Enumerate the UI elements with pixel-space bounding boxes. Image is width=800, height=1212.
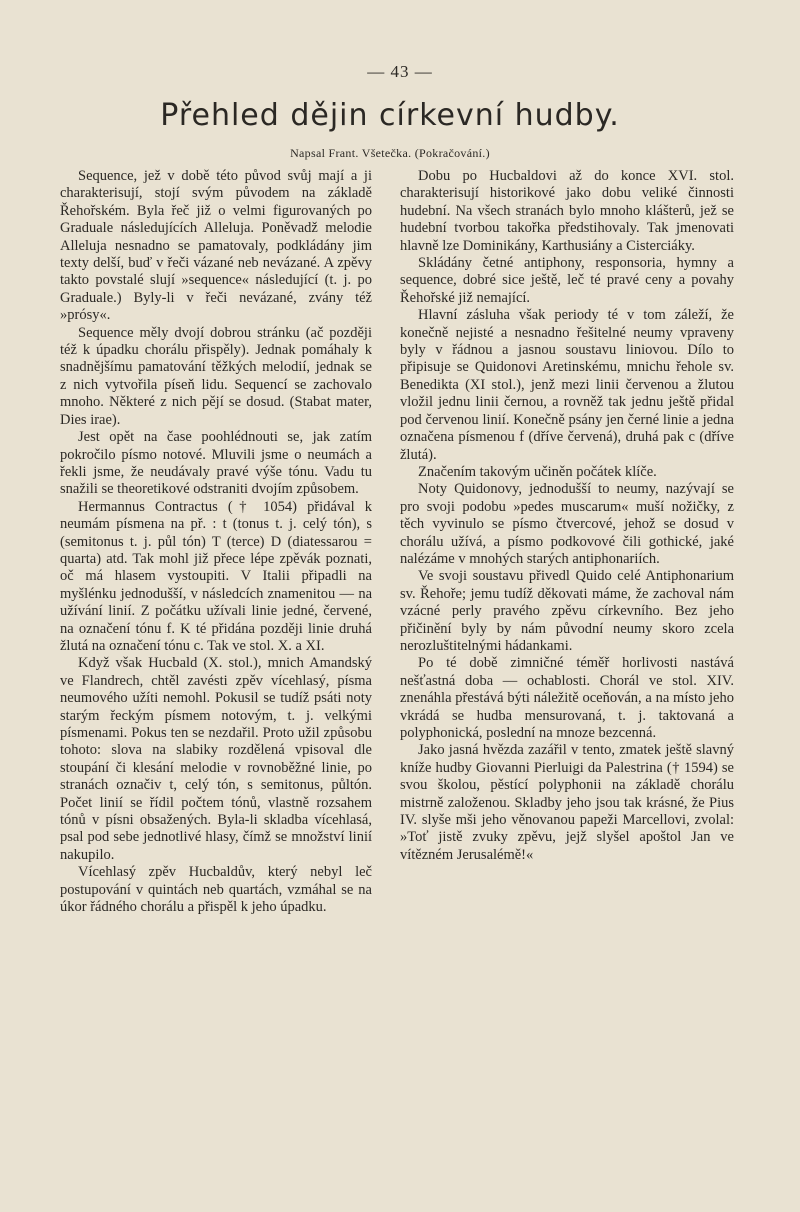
paragraph: Jako jasná hvězda zazářil v tento, zmatek ještě slavný kníže hudby Giovanni Pierluigi da Palestrina († 1594) se svou školou, pěstící polyphonii na základě chorálu mistrně založenou. Skladby jeho jsou tak krásné, že Pius IV. slyše mši jeho věnovanou papeži Marcellovi, zvolal: »Toť jistě zvuky zpěvu, jejž slyšel apoštol Jan ve vítězném Jerusalémě!« bbox=[400, 742, 734, 863]
left-column bbox=[60, 168, 372, 916]
paragraph: Když však Hucbald (X. stol.), mnich Amandský ve Flandrech, chtěl zavésti zpěv vícehlasý, písma neumového užíti nemohl. Pokusil se tudíž psáti noty starým řeckým písmem notovým, t. j. velkými písmenami. Pokus ten se nezdařil. Proto užil způsobu tohoto: slova na slabiky rozdělená vpisoval dle stoupání či klesání melodie v rovnoběžné linie, po stranách označiv t, celý tón, s semitonus, půltón. Počet linií se řídil počtem tónů, vlastně rozsahem tónů v písni obsažených. Byla-li skladba vícehlasá, psal pod sebe jednotlivé hlasy, čímž se množství linií nakupilo. bbox=[60, 655, 372, 863]
paragraph: Hlavní zásluha však periody té v tom záleží, že konečně nejisté a nesnadno řešitelné neumy vpraveny byly v řádnou a jasnou soustavu liniovou. Dílo to připisuje se Quidonovi Aretinskému, mnichu řeholе sv. Benedikta (XI stol.), jenž mezi linii červenou a žlutou vložil jednu linii černou, a rovněž tak jednu ještě přidal pod červenou linií. Konečně psány jen černé linie a jedna označena písmenou f (dříve červená), druhá pak c (dříve žlutá). bbox=[400, 307, 734, 463]
paragraph: Vícehlasý zpěv Hucbaldův, který nebyl leč postupování v quintách neb quartách, vzmáhal se na úkor řádného chorálu a přispěl k jeho úpadku. bbox=[60, 864, 372, 916]
paragraph: Ve svoji soustavu přivedl Quido celé Antiphonarium sv. Řehoře; jemu tudíž děkovati máme, že zachoval nám vzácné perly pravého zpěvu církevního. Bez jeho přičinění byly by nám původní neumy skoro zcela nerozluštitelnými hádankami. bbox=[400, 568, 734, 654]
paragraph: Značením takovým učiněn počátek klíče. bbox=[418, 463, 657, 480]
paragraph: Dobu po Hucbaldovi až do konce XVI. stol. charakterisují historikové jako dobu veliké činnosti hudební. Na všech stranách bylo mnoho klášterů, jež se hudební tvorbou takořka předstihovaly. Tak jmenovati hlavně lze Dominikány, Karthusiány a Cisterciáky. bbox=[400, 168, 734, 254]
paragraph: Jest opět na čase poohlédnouti se, jak zatím pokročilo písmo notové. Mluvili jsme o neumách a řekli jsme, že neudávaly pravé výše tónu. Vadu tu snažili se theoretikové odstraniti dvojím způsobem. bbox=[60, 429, 372, 498]
paragraph: Sequence měly dvojí dobrou stránku (ač později též k úpadku chorálu přispěly). Jednak pomáhaly k snadnějšímu pamatování těžkých melodií, jednak se z nich vytvořila píseň lidu. Sequencí se zachovalo mnoho. Některé z nich pějí se dosud. (Stabat mater, Dies irae). bbox=[60, 324, 372, 428]
paragraph: Hermannus Contractus († 1054) přidával k neumám písmena na př. : t (tonus t. j. celý tón), s (semitonus t. j. půl tón) T (terce) D (diatessarou = quarta) atd. Tak mohl již přece lépe zpěvák poznati, oč má hlasem vystoupiti. V Italii připadli na myšlénku jednodušší, v následcích znamenitou — na užívání linií. Z počátku užívali linie jedné, červené, na označení tónu f. K té přidána později linie druhá žlutá na označení tónu c. Tak ve stol. X. a XI. bbox=[60, 498, 372, 654]
paragraph: Sequence, jež v době této původ svůj mají a ji charakterisují, stojí svým původem na základě Řehořském. Byla řeč již o velmi figurovaných po Graduale následujících Alleluja. Poněvadž melodie Alleluja nesnadno se pamatovaly, podkládány jim texty delší, buď v řeči vázané neb nevázané. A zpěvy takto povstalé slují »sequence« následující (t. j. po Graduale.) Byly-li v řeči nevázané, zvány též »prósy«. bbox=[60, 168, 372, 324]
byline: Napsal Frant. Všetečka. (Pokračování.) bbox=[290, 146, 490, 160]
page-number: — 43 — bbox=[367, 62, 433, 81]
right-column bbox=[400, 168, 734, 864]
paragraph: Po té době zimničné téměř horlivosti nastává nešťastná doba — ochablosti. Chorál ve stol. XIV. znenáhla přestává býti náležitě oceňován, a na místo jeho vkrádá se hudba mensurovaná, t. j. taktovaná a polyphonická, poslední na mnoze bezcenná. bbox=[400, 655, 734, 741]
paragraph: Noty Quidonovy, jednodušší to neumy, nazývají se pro svoji podobu »pedes muscarum« muší nožičky, z těch vyvinulo se písmo čtvercové, jehož se dosud v chorálu užívá, a písmo podkovové čili gothické, jaké nalézáme v mnohých starých antiphonariích. bbox=[400, 481, 734, 567]
article-title: Přehled dějin církevní hudby. bbox=[160, 98, 620, 133]
paragraph: Skládány četné antiphony, responsoria, hymny a sequence, dobré sice ještě, leč té pravé ceny a povahy Řehořské již nemající. bbox=[400, 255, 734, 306]
